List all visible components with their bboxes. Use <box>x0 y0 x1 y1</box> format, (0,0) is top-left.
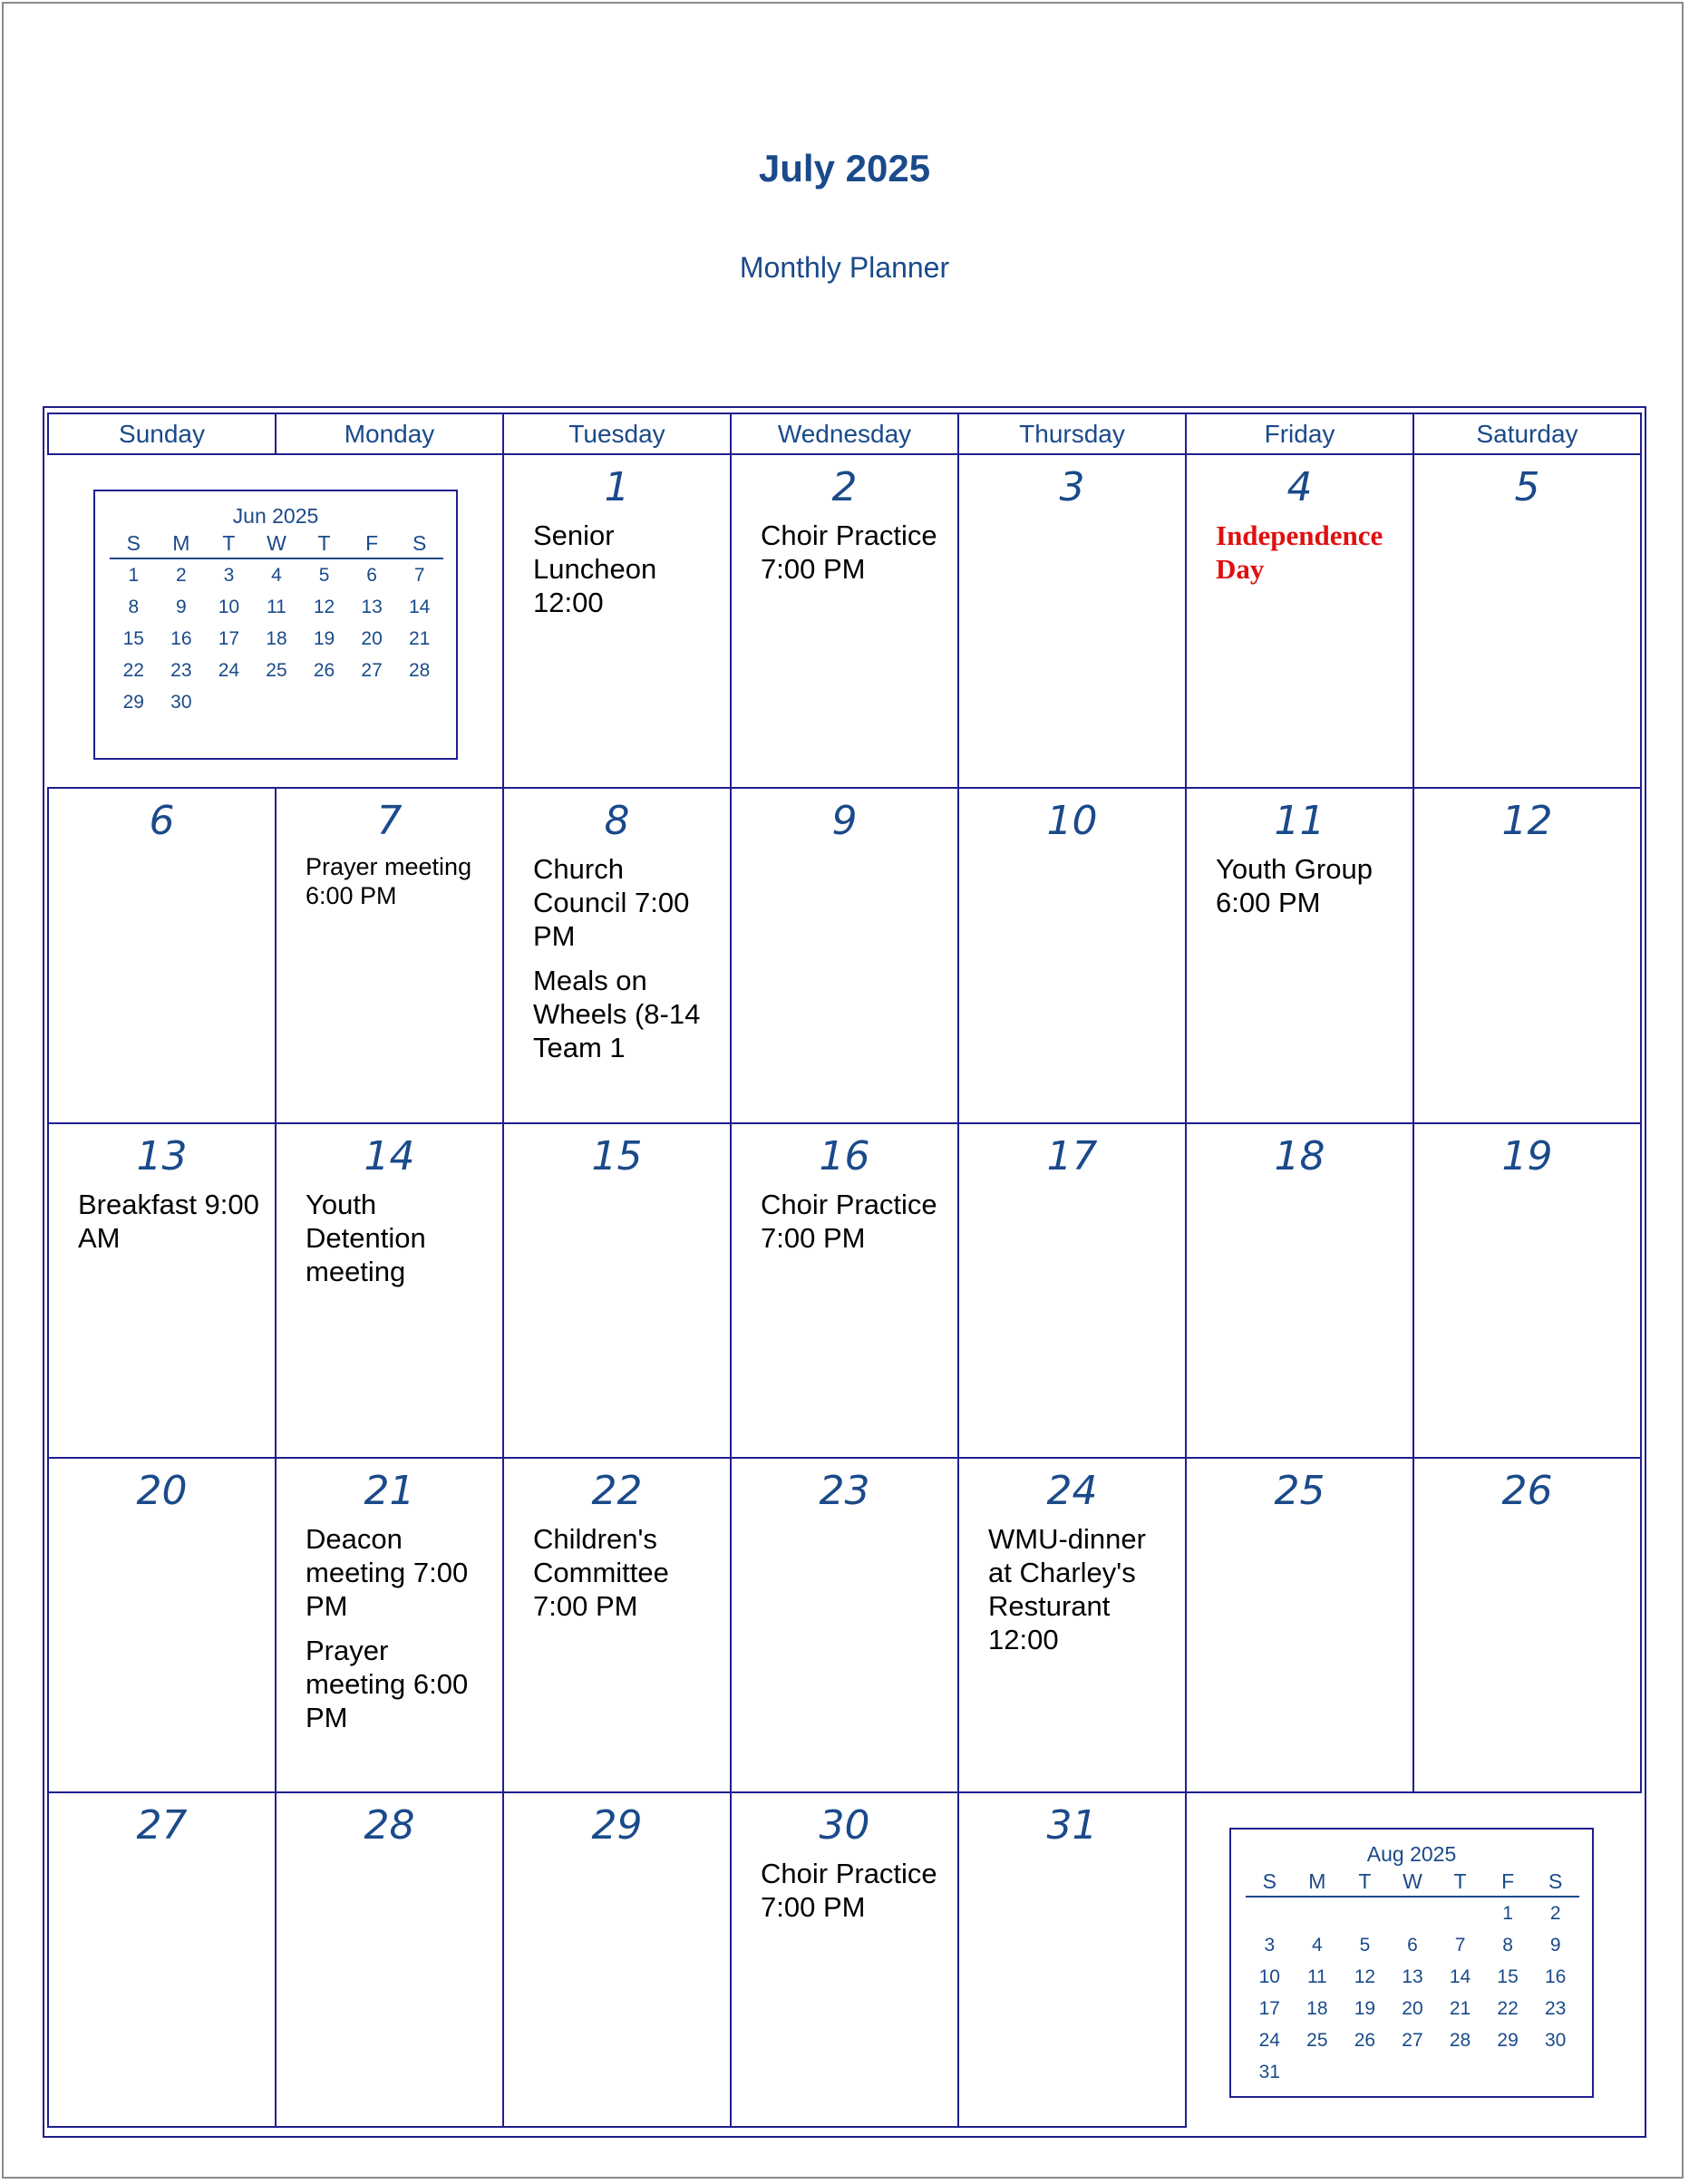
mini-weekday-header: T <box>205 529 253 558</box>
mini-day[interactable]: 11 <box>267 596 286 617</box>
mini-day[interactable]: 27 <box>1402 2029 1423 2051</box>
event-item[interactable]: Choir Practice 7:00 PM <box>761 519 937 585</box>
mini-day[interactable]: 22 <box>1497 1997 1519 2019</box>
day-number: 11 <box>1274 798 1325 844</box>
day-cell-20[interactable] <box>47 1457 277 1793</box>
mini-weekday-header: S <box>1246 1868 1294 1897</box>
mini-day[interactable]: 26 <box>1354 2029 1376 2051</box>
mini-day[interactable]: 19 <box>1354 1997 1376 2019</box>
mini-day[interactable]: 3 <box>223 564 235 586</box>
day-number: 25 <box>1274 1468 1325 1514</box>
weekday-header-sunday: Sunday <box>47 413 277 455</box>
weekday-header-wednesday: Wednesday <box>730 413 959 455</box>
mini-day[interactable]: 24 <box>1258 2029 1280 2051</box>
event-item[interactable]: Youth Group 6:00 PM <box>1216 853 1373 918</box>
mini-day[interactable]: 23 <box>170 659 192 681</box>
event-item[interactable]: Breakfast 9:00 AM <box>78 1189 259 1254</box>
day-cell-28[interactable] <box>275 1791 504 2128</box>
mini-weekday-header: W <box>1389 1868 1437 1897</box>
mini-day[interactable]: 2 <box>176 564 187 586</box>
event-item[interactable]: Church Council 7:00 PM <box>533 853 690 952</box>
mini-day[interactable]: 16 <box>170 627 192 649</box>
mini-weekday-header: W <box>253 529 301 558</box>
mini-day <box>1389 1897 1437 1929</box>
mini-day[interactable]: 10 <box>218 596 240 617</box>
day-number: 6 <box>149 798 175 844</box>
weekday-header-tuesday: Tuesday <box>502 413 732 455</box>
day-cell-26[interactable] <box>1412 1457 1642 1793</box>
mini-day[interactable]: 14 <box>1449 1966 1471 1987</box>
mini-day[interactable]: 10 <box>1258 1966 1280 1987</box>
mini-day[interactable]: 11 <box>1306 1966 1327 1987</box>
mini-day <box>1484 2056 1532 2088</box>
day-number: 1 <box>604 464 630 510</box>
day-number: 20 <box>136 1468 188 1514</box>
day-cell-30[interactable] <box>730 1791 959 2128</box>
mini-day[interactable]: 7 <box>413 564 425 586</box>
mini-weekday-header: T <box>1341 1868 1389 1897</box>
event-item[interactable]: Prayer meeting 6:00 PM <box>306 1635 469 1733</box>
day-cell-21[interactable] <box>275 1457 504 1793</box>
mini-day <box>1436 2056 1484 2088</box>
day-cell-4[interactable] <box>1185 453 1414 789</box>
day-number: 24 <box>1046 1468 1098 1514</box>
mini-weekday-header: T <box>300 529 348 558</box>
mini-day[interactable]: 1 <box>1502 1902 1513 1924</box>
mini-day[interactable]: 30 <box>170 691 192 713</box>
day-number: 16 <box>819 1133 870 1179</box>
day-number: 21 <box>364 1468 415 1514</box>
weekday-header-monday: Monday <box>275 413 504 455</box>
weekday-header-friday: Friday <box>1185 413 1414 455</box>
mini-day[interactable]: 19 <box>313 627 335 649</box>
day-number: 3 <box>1059 464 1085 510</box>
day-number: 23 <box>819 1468 870 1514</box>
mini-day <box>1436 1897 1484 1929</box>
mini-day[interactable]: 26 <box>313 659 335 681</box>
mini-day[interactable]: 13 <box>361 596 383 617</box>
mini-day[interactable]: 29 <box>1497 2029 1519 2051</box>
event-item[interactable]: Choir Practice 7:00 PM <box>761 1858 937 1923</box>
mini-day[interactable]: 9 <box>176 596 187 617</box>
day-number: 13 <box>136 1133 188 1179</box>
day-cell-24[interactable] <box>957 1457 1187 1793</box>
day-number: 7 <box>376 798 403 844</box>
mini-day[interactable]: 15 <box>122 627 144 649</box>
day-number: 31 <box>1046 1802 1098 1849</box>
mini-day[interactable]: 14 <box>409 596 431 617</box>
day-cell-14[interactable] <box>275 1122 504 1459</box>
event-item[interactable]: Meals on Wheels (8-14 Team 1 <box>533 965 701 1063</box>
weekday-header-thursday: Thursday <box>957 413 1187 455</box>
mini-day[interactable]: 2 <box>1549 1902 1561 1924</box>
mini-weekday-header: S <box>395 529 443 558</box>
mini-day[interactable]: 18 <box>266 627 287 649</box>
day-cell-7[interactable] <box>275 787 504 1124</box>
day-number: 29 <box>591 1802 643 1849</box>
mini-day[interactable]: 23 <box>1545 1997 1567 2019</box>
day-cell-16[interactable] <box>730 1122 959 1459</box>
day-cell-19[interactable] <box>1412 1122 1642 1459</box>
day-number: 9 <box>831 798 858 844</box>
mini-day[interactable]: 25 <box>1306 2029 1328 2051</box>
mini-day <box>1531 2056 1579 2088</box>
day-cell-8[interactable] <box>502 787 732 1124</box>
day-number: 4 <box>1286 464 1313 510</box>
day-cell-15[interactable] <box>502 1122 732 1459</box>
mini-day[interactable]: 5 <box>1359 1934 1371 1956</box>
mini-day[interactable]: 8 <box>128 596 140 617</box>
event-item[interactable]: Prayer meeting 6:00 PM <box>306 853 472 909</box>
day-cell-22[interactable] <box>502 1457 732 1793</box>
mini-day <box>1294 2056 1342 2088</box>
mini-day[interactable]: 6 <box>366 564 377 586</box>
mini-weekday-header: M <box>1294 1868 1342 1897</box>
mini-calendar-previous <box>93 490 458 760</box>
mini-day[interactable]: 28 <box>1449 2029 1471 2051</box>
day-cell-18[interactable] <box>1185 1122 1414 1459</box>
day-number: 5 <box>1514 464 1540 510</box>
mini-day[interactable]: 20 <box>361 627 383 649</box>
mini-weekday-header: F <box>348 529 396 558</box>
mini-day <box>1341 1897 1389 1929</box>
mini-day <box>253 686 301 718</box>
event-item[interactable]: Deacon meeting 7:00 PM <box>306 1523 469 1622</box>
day-number: 15 <box>591 1133 643 1179</box>
mini-day[interactable]: 21 <box>409 627 431 649</box>
mini-day[interactable]: 29 <box>122 691 144 713</box>
day-cell-23[interactable] <box>730 1457 959 1793</box>
mini-day[interactable]: 4 <box>271 564 282 586</box>
mini-day[interactable]: 9 <box>1549 1934 1561 1956</box>
day-number: 8 <box>604 798 630 844</box>
page-title: July 2025 <box>758 147 931 189</box>
day-cell-11[interactable] <box>1185 787 1414 1124</box>
mini-day[interactable]: 13 <box>1402 1966 1423 1987</box>
day-cell-29[interactable] <box>502 1791 732 2128</box>
mini-day[interactable]: 30 <box>1545 2029 1567 2051</box>
mini-weekday-header: F <box>1484 1868 1532 1897</box>
day-number: 26 <box>1501 1468 1553 1514</box>
holiday-label: Independence Day <box>1216 519 1383 585</box>
mini-day <box>348 686 396 718</box>
mini-day[interactable]: 6 <box>1407 1934 1418 1956</box>
mini-day <box>1294 1897 1342 1929</box>
day-number: 30 <box>819 1802 870 1849</box>
day-cell-2[interactable] <box>730 453 959 789</box>
day-cell-9[interactable] <box>730 787 959 1124</box>
day-cell-27[interactable] <box>47 1791 277 2128</box>
day-number: 2 <box>831 464 858 510</box>
event-item[interactable]: Choir Practice 7:00 PM <box>761 1189 937 1254</box>
day-number: 22 <box>591 1468 643 1514</box>
mini-day[interactable]: 12 <box>313 596 335 617</box>
mini-weekday-header: S <box>110 529 158 558</box>
weekday-header-saturday: Saturday <box>1412 413 1642 455</box>
day-cell-10[interactable] <box>957 787 1187 1124</box>
mini-day[interactable]: 31 <box>1258 2061 1280 2082</box>
mini-day[interactable]: 3 <box>1264 1934 1276 1956</box>
mini-day[interactable]: 20 <box>1402 1997 1423 2019</box>
day-cell-25[interactable] <box>1185 1457 1414 1793</box>
mini-day <box>1341 2056 1389 2088</box>
mini-day[interactable]: 28 <box>409 659 431 681</box>
mini-day[interactable]: 27 <box>361 659 383 681</box>
day-number: 14 <box>364 1133 415 1179</box>
mini-day[interactable]: 18 <box>1306 1997 1328 2019</box>
day-cell-3[interactable] <box>957 453 1187 789</box>
mini-day <box>1246 1897 1294 1929</box>
mini-calendar-next <box>1229 1828 1594 2098</box>
event-item[interactable]: Senior Luncheon 12:00 <box>533 519 657 618</box>
day-number: 17 <box>1046 1133 1098 1179</box>
mini-day[interactable]: 1 <box>128 564 140 586</box>
mini-day[interactable]: 4 <box>1312 1934 1323 1956</box>
mini-day[interactable]: 15 <box>1497 1966 1519 1987</box>
mini-calendar-title: Jun 2025 <box>232 504 319 528</box>
day-cell-1[interactable] <box>502 453 732 789</box>
mini-day[interactable]: 5 <box>318 564 330 586</box>
mini-day[interactable]: 25 <box>266 659 287 681</box>
mini-day[interactable]: 16 <box>1545 1966 1567 1987</box>
mini-day[interactable]: 12 <box>1354 1966 1376 1987</box>
event-item[interactable]: WMU-dinner at Charley's Resturant 12:00 <box>988 1523 1146 1655</box>
event-item[interactable]: Children's Committee 7:00 PM <box>533 1523 669 1622</box>
day-cell-13[interactable] <box>47 1122 277 1459</box>
page-subtitle: Monthly Planner <box>739 251 950 284</box>
day-number: 12 <box>1501 798 1553 844</box>
day-number: 27 <box>136 1802 188 1849</box>
mini-day <box>300 686 348 718</box>
mini-calendar-title: Aug 2025 <box>1366 1842 1457 1866</box>
mini-day <box>205 686 253 718</box>
mini-day[interactable]: 17 <box>1258 1997 1280 2019</box>
event-item[interactable]: Youth Detention meeting <box>306 1189 426 1287</box>
mini-weekday-header: T <box>1436 1868 1484 1897</box>
mini-day[interactable]: 22 <box>122 659 144 681</box>
mini-day[interactable]: 8 <box>1502 1934 1513 1956</box>
mini-day <box>395 686 443 718</box>
mini-day[interactable]: 21 <box>1449 1997 1471 2019</box>
mini-day[interactable]: 7 <box>1454 1934 1466 1956</box>
day-cell-17[interactable] <box>957 1122 1187 1459</box>
day-cell-31[interactable] <box>957 1791 1187 2128</box>
day-cell-6[interactable] <box>47 787 277 1124</box>
day-cell-5[interactable] <box>1412 453 1642 789</box>
mini-day <box>1389 2056 1437 2088</box>
day-number: 28 <box>364 1802 415 1849</box>
mini-day[interactable]: 24 <box>218 659 240 681</box>
calendar-grid <box>49 413 1642 2132</box>
mini-day[interactable]: 17 <box>218 627 240 649</box>
mini-weekday-header: S <box>1531 1868 1579 1897</box>
mini-weekday-header: M <box>158 529 206 558</box>
day-cell-12[interactable] <box>1412 787 1642 1124</box>
day-number: 10 <box>1046 798 1098 844</box>
day-number: 19 <box>1501 1133 1553 1179</box>
day-number: 18 <box>1274 1133 1325 1179</box>
